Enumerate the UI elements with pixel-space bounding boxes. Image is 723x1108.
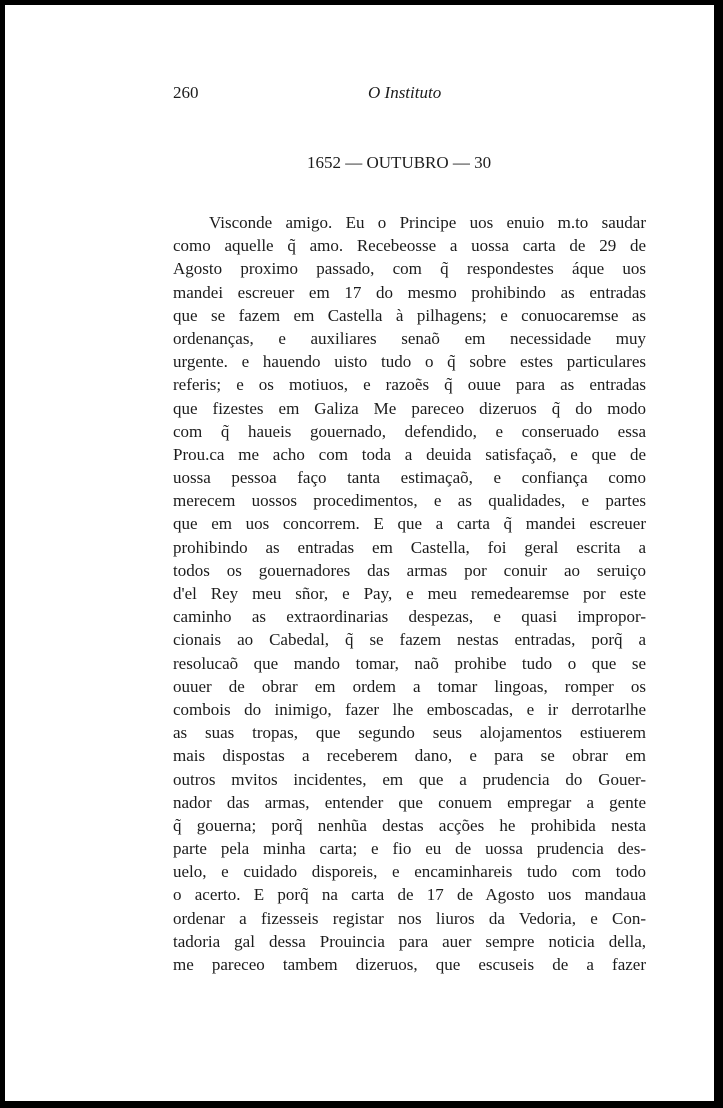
text-line: parte pela minha carta; e fio eu de uossa prudencia des- [173,839,646,859]
text-line: todos os gouernadores das armas por conuir ao seruiço [173,560,646,580]
text-line: Agosto proximo passado, com q̃ respondestes áque uos [173,259,646,279]
text-line: nador das armas, entender que conuem empregar a gente [173,792,646,812]
text-line: ordenanças, e auxiliares senaõ em necessidade muy [173,328,646,348]
text-line: tadoria gal dessa Prouincia para auer sempre noticia della, [173,931,646,951]
text-line: as suas tropas, que segundo seus alojamentos estiuerem [173,723,646,743]
text-line: ouuer de obrar em ordem a tomar lingoas, romper os [173,676,646,696]
text-line: ordenar a fizesseis registar nos liuros da Vedoria, e Con- [173,908,646,928]
text-line: que se fazem em Castella à pilhagens; e conuocaremse as [173,305,646,325]
text-line: uossa pessoa faço tanta estimaçaõ, e confiança como [173,468,646,488]
text-line: uelo, e cuidado disporeis, e encaminhareis tudo com todo [173,862,646,882]
text-line: com q̃ haueis gouernado, defendido, e conseruado essa [173,421,646,441]
text-line: outros mvitos incidentes, em que a prudencia do Gouer- [173,769,646,789]
text-line: combois do inimigo, fazer lhe emboscadas, e ir derrotarlhe [173,699,646,719]
text-line: urgente. e hauendo uisto tudo o q̃ sobre estes particulares [173,352,646,372]
text-line: mandei escreuer em 17 do mesmo prohibindo as entradas [173,282,646,302]
text-line: prohibindo as entradas em Castella, foi geral escrita a [173,537,646,557]
text-line: como aquelle q̃ amo. Recebeosse a uossa carta de 29 de [173,236,646,256]
text-line: Prou.ca me acho com toda a deuida satisfaçaõ, e que de [173,444,646,464]
letter-body [173,211,646,976]
text-line: referis; e os motiuos, e razoẽs q̃ ouue para as entradas [173,375,646,395]
text-line: caminho as extraordinarias despezas, e quasi impropor- [173,607,646,627]
running-head [173,81,463,105]
text-line: resolucaõ que mando tomar, naõ prohibe tudo o que se [173,653,646,673]
document-page [5,5,714,1101]
letter-date-heading: 1652 — OUTUBRO — 30 [307,153,492,172]
text-line: d'el Rey meu sñor, e Pay, e meu remedearemse por este [173,584,646,603]
page-number: 260 [173,83,199,102]
journal-title: O Instituto [368,83,442,102]
text-line: o acerto. E porq̃ na carta de 17 de Agosto uos mandaua [173,885,646,905]
text-line: me pareceo tambem dizeruos, que escuseis de a fazer [173,955,646,974]
text-line: que fizestes em Galiza Me pareceo dizeruos q̃ do modo [173,398,646,418]
text-line: merecem uossos procedimentos, e as qualidades, e partes [173,491,646,511]
text-line: Visconde amigo. Eu o Principe uos enuio m.to saudar [209,213,646,232]
text-line: cionais ao Cabedal, q̃ se fazem nestas entradas, porq̃ a [173,630,646,650]
text-line: q̃ gouerna; porq̃ nenhũa destas acções he prohibida nesta [173,815,646,835]
text-line: mais dispostas a receberem dano, e para se obrar em [173,746,646,766]
text-line: que em uos concorrem. E que a carta q̃ mandei escreuer [173,514,646,534]
